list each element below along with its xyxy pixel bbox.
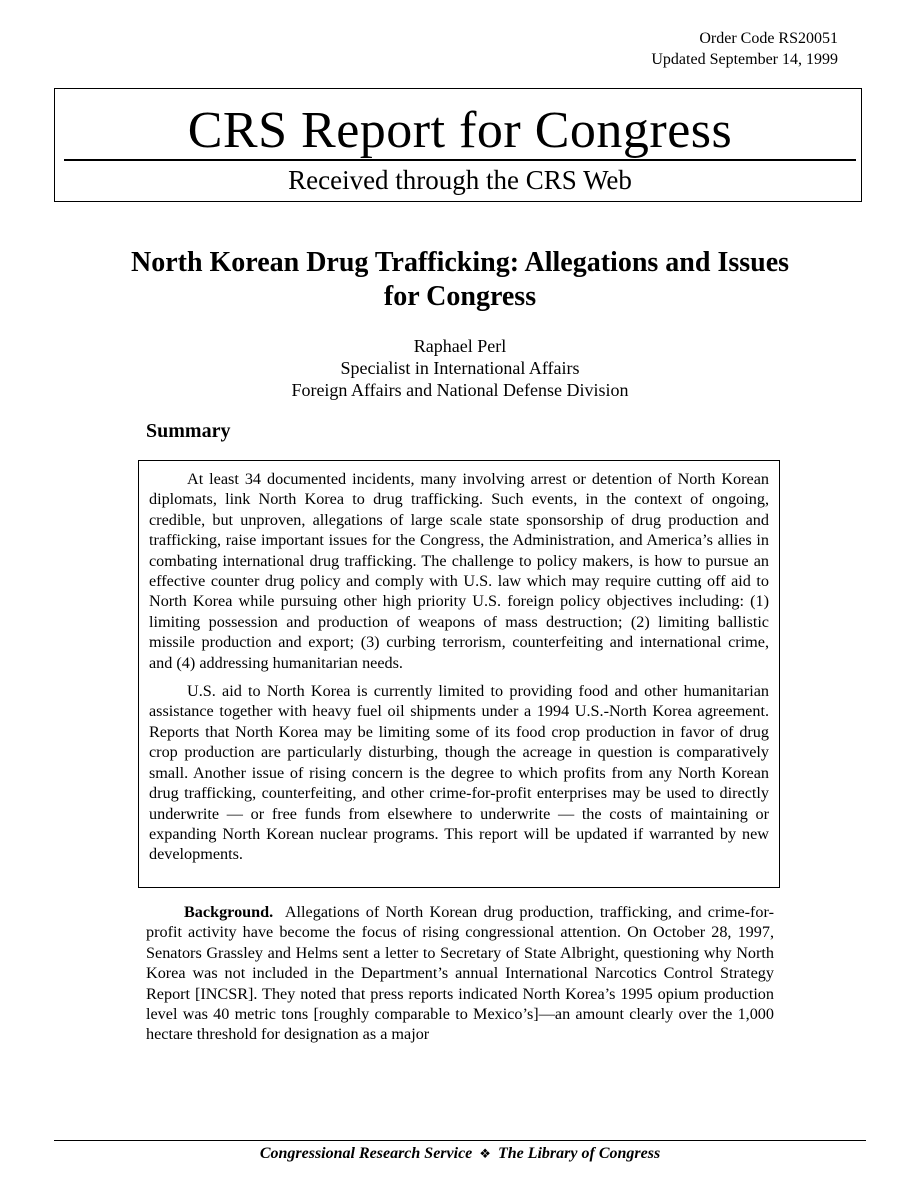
background-paragraph [146,902,774,1045]
summary-paragraph: At least 34 documented incidents, many involving arrest or detention of North Korean diplomats, link North Korea to drug trafficking. Such events, in the context of ongoing, credible, but unproven, allegations of large scale state sponsorship of drug production and trafficking, raise important issues for the Congress, the Administration, and America’s allies in combating international drug trafficking. The challenge to policy makers, is how to pursue an effective counter drug policy and comply with U.S. law which may require cutting off aid to North Korea while pursuing other high priority U.S. foreign policy objectives including: (1) limiting possession and production of weapons of mass destruction; (2) limiting ballistic missile production and export; (3) curbing terrorism, counterfeiting and international crime, and (4) addressing humanitarian needs. [149,470,769,672]
footer [0,1144,920,1165]
masthead-title: CRS Report for Congress [187,102,733,159]
author-name: Raphael Perl [413,336,507,356]
author-division: Foreign Affairs and National Defense Division [291,380,629,400]
order-code: Order Code RS20051 [699,30,838,47]
masthead-rule [64,159,856,161]
footer-library: The Library of Congress [497,1145,661,1162]
summary-paragraph: U.S. aid to North Korea is currently limited to providing food and other humanitarian assistance together with heavy fuel oil shipments under a 1994 U.S.-North Korea agreement. Reports that North Korea may be limiting some of its food crop production in favor of drug crop production are particularly disturbing, though the acreage in question is comparatively small. Another issue of rising concern is the degree to which profits from any North Korean drug trafficking, counterfeiting, and other crime-for-profit enterprises may be used to directly underwrite — or free funds from elsewhere to underwrite — the costs of maintaining or expanding North Korean nuclear programs. This report will be updated if warranted by new developments. [149,682,769,864]
author-block [0,335,920,401]
masthead-subtitle: Received through the CRS Web [288,165,632,195]
background-section [146,902,774,1045]
author-title: Specialist in International Affairs [340,358,580,378]
footer-crs: Congressional Research Service [259,1145,473,1162]
summary-heading: Summary [146,420,231,442]
background-text: Allegations of North Korean drug production, trafficking, and crime-for- profit activity have become the focus of rising congressional attention. On October 28, 1997, Senators Grassley and Helms sent a letter to Secretary of State Albright, questioning why North Korea was not included in the Department’s annual International Narcotics Control Strategy Report [INCSR]. They noted that press reports indicated North Korea’s 1995 opium production level was 40 metric tons [roughly comparable to Mexico’s]—an amount clearly over the 1,000 hectare threshold for designation as a major [146,903,774,1044]
diamond-separator-icon: ❖ [479,1147,491,1162]
background-lead: Background. [184,903,274,921]
summary-box [138,460,780,888]
updated-date: Updated September 14, 1999 [651,51,838,68]
document-title: North Korean Drug Trafficking: Allegations and Issues for Congress [130,247,790,312]
footer-rule [54,1140,866,1141]
order-code-block [651,28,838,70]
